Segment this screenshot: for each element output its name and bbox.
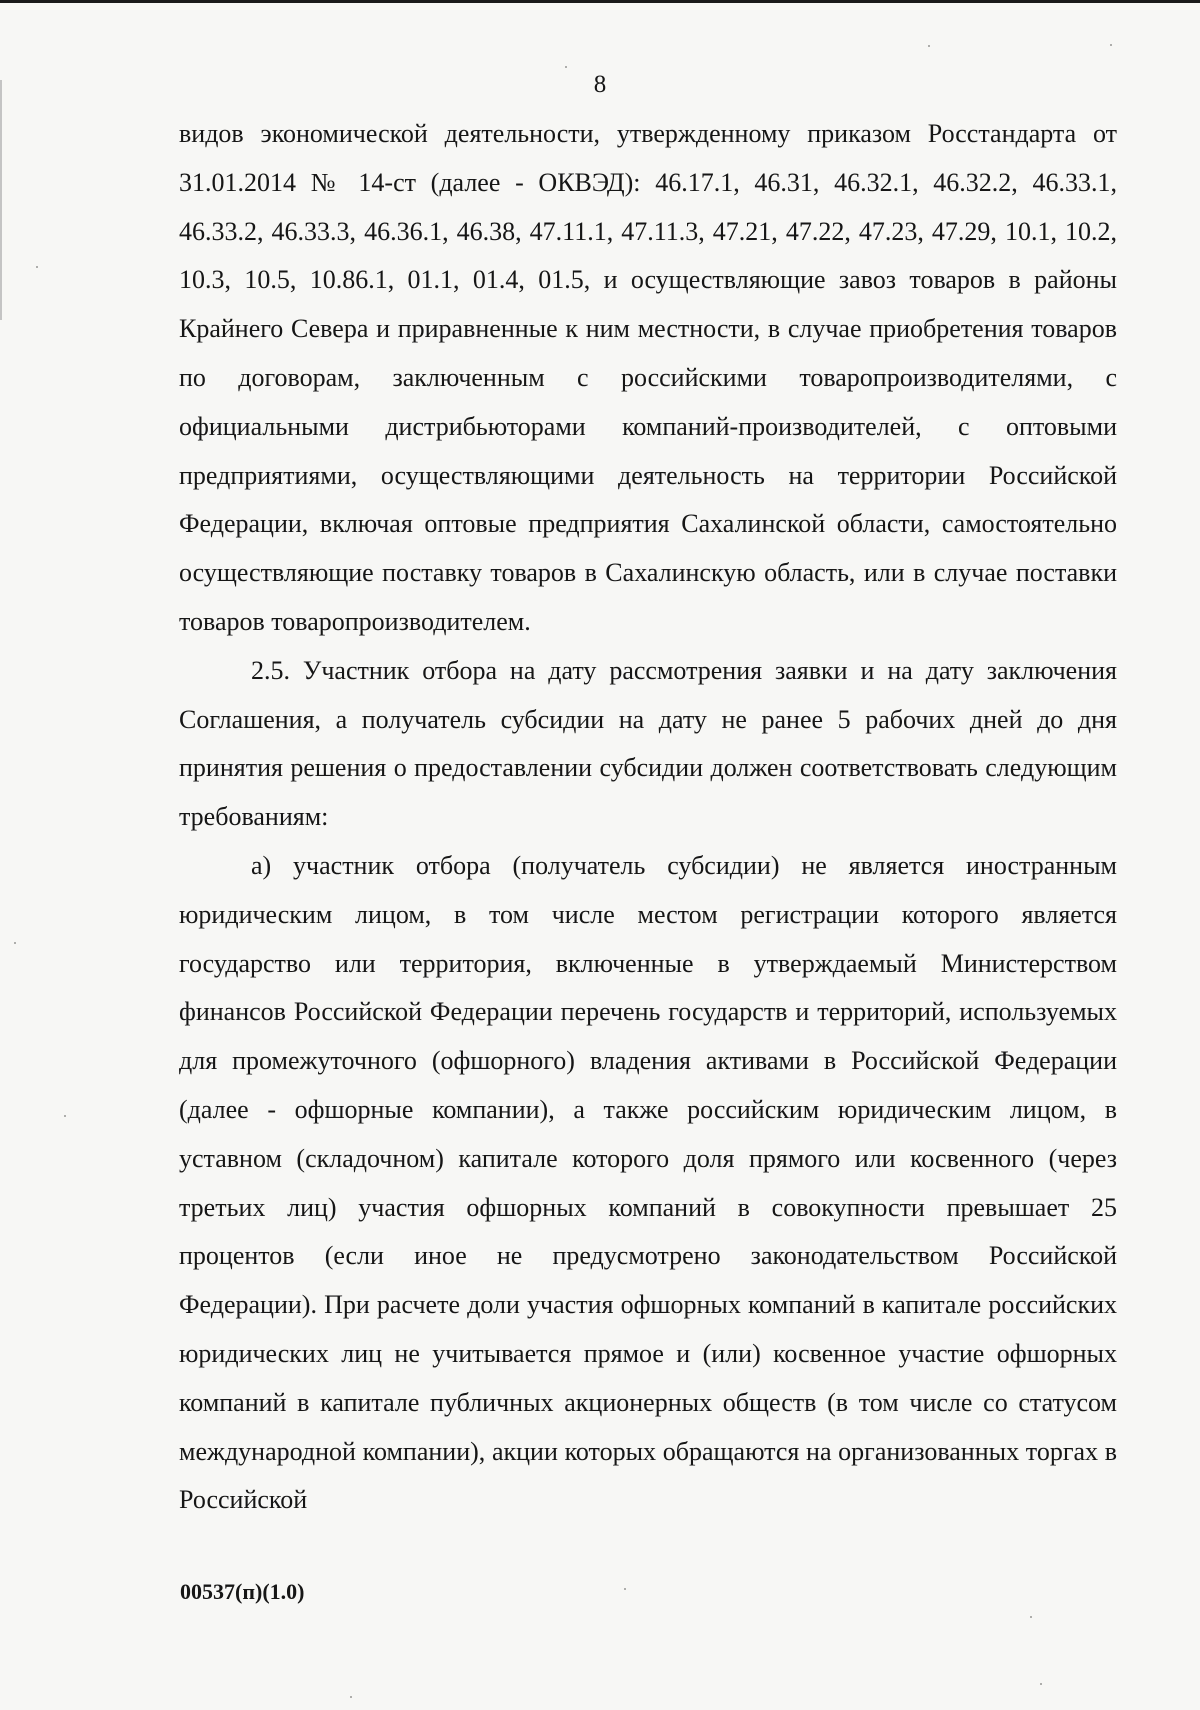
scan-speck: [1040, 1683, 1042, 1685]
page-number: 8: [593, 71, 607, 98]
scan-speck: [565, 66, 567, 68]
scan-speck: [14, 942, 16, 944]
scan-speck: [1110, 44, 1112, 46]
document-code: 00537(п)(1.0): [180, 1579, 305, 1604]
paragraph-item-a: а) участник отбора (получатель субсидии) не является иностранным юридическим лицом, в том числе местом регистрации которого является государство или территория, включенные в утверждаемый Министерством финансов Российской Федерации перечень государств и территорий, используемых для промежуточного (офшорного) владения активами в Российской Федерации (далее - офшорные компании), а также российским юридическим лицом, в уставном (складочном) капитале которого доля прямого или косвенного (через третьих лиц) участия офшорных компаний в совокупности превышает 25 процентов (если иное не предусмотрено законодательством Российской Федерации). При расчете доли участия офшорных компаний в капитале российских юридических лиц не учитывается прямое и (или) косвенное участие офшорных компаний в капитале публичных акционерных обществ (в том числе со статусом международной компании), акции которых обращаются на организованных торгах в Российской: [179, 850, 1117, 1515]
top-border-line: [0, 0, 1200, 3]
scan-speck: [928, 45, 930, 47]
paragraph-okved-continuation: видов экономической деятельности, утвержденному приказом Росстандарта от 31.01.2014 № 14-ст (далее - ОКВЭД): 46.17.1, 46.31, 46.32.1, 46.32.2, 46.33.1, 46.33.2, 46.33.3, 46.36.1, 46.38, 47.11.1, 47.11.3, 47.21, 47.22, 47.23, 47.29, 10.1, 10.2, 10.3, 10.5, 10.86.1, 01.1, 01.4, 01.5, и осуществляющие завоз товаров в районы Крайнего Севера и приравненные к ним местности, в случае приобретения товаров по договорам, заключенным с российскими товаропроизводителями, с официальными дистрибьюторами компаний-производителей, с оптовыми предприятиями, осуществляющими деятельность на территории Российской Федерации, включая оптовые предприятия Сахалинской области, самостоятельно осуществляющие поставку товаров в Сахалинскую область, или в случае поставки товаров товаропроизводителем.: [179, 119, 1117, 636]
scan-speck: [624, 1588, 626, 1590]
scan-edge-mark: [0, 80, 2, 320]
scan-speck: [36, 266, 38, 268]
scan-speck: [64, 1115, 66, 1117]
document-body: [179, 110, 1117, 1525]
scan-speck: [350, 1696, 352, 1698]
scan-speck: [1030, 1616, 1032, 1618]
paragraph-2-5: 2.5. Участник отбора на дату рассмотрения заявки и на дату заключения Соглашения, а получатель субсидии на дату не ранее 5 рабочих дней до дня принятия решения о предоставлении субсидии должен соответствовать следующим требованиям:: [179, 655, 1117, 832]
